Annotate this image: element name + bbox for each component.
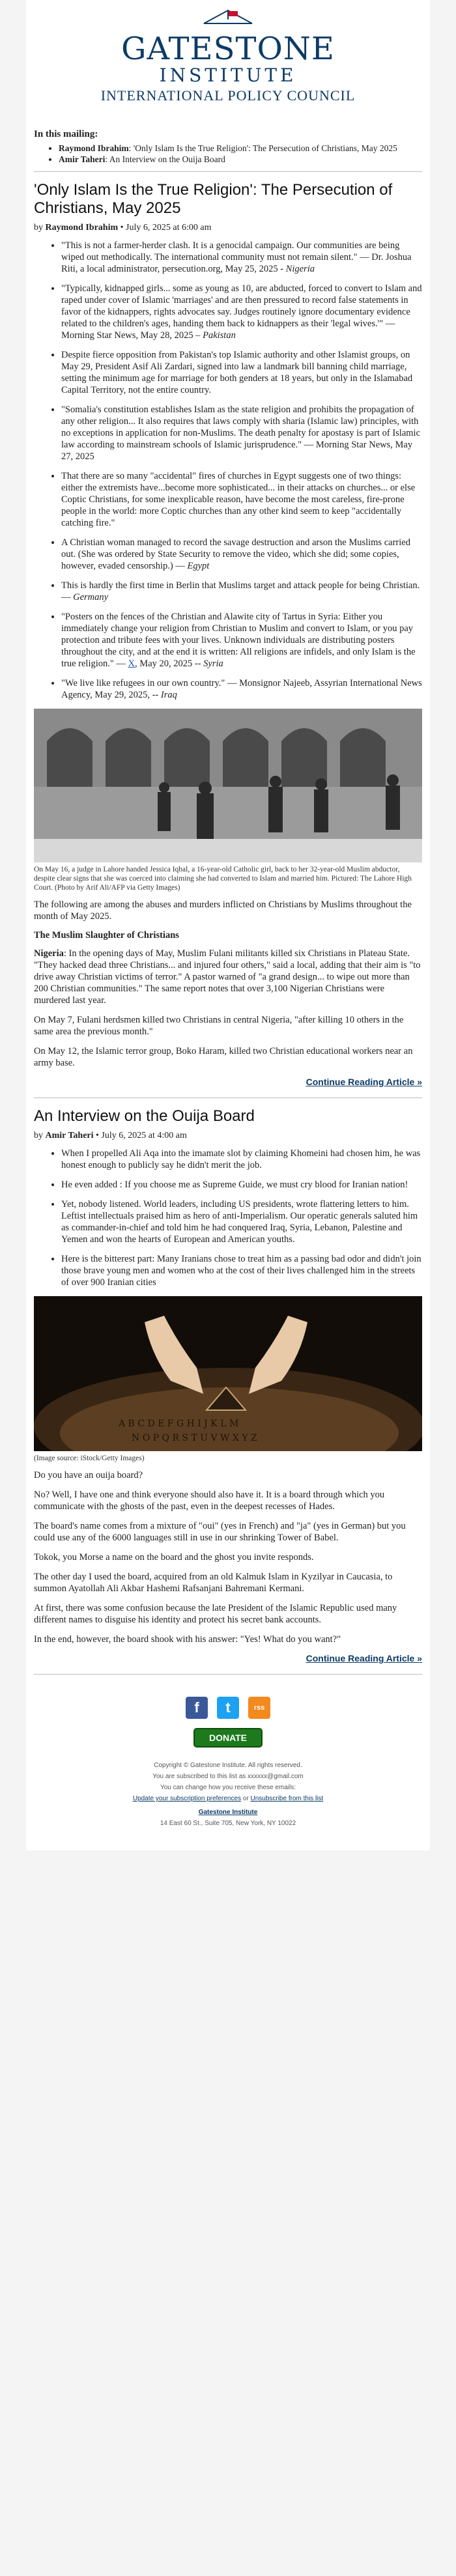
x-link[interactable]: X	[128, 658, 135, 669]
highlight-item	[61, 580, 422, 603]
subscription-links	[26, 1795, 430, 1802]
highlight-item: • When I propelled Ali Aqa into the imamate slot by claiming Khomeini had chosen him, he was honest enough to publicly say he didn't merit the job.	[61, 1148, 422, 1171]
continue-reading	[34, 1653, 422, 1665]
highlight-text: That there are so many "accidental" fires of churches in Egypt suggests one of two things: either the extremists have...become more sophisticated... in their attacks on churches... or else Coptic Christians, for some inexplicable reason, have become the most careless, fire-prone people in the world: more Coptic churches than any other kind seem to keep "accidentally catching fire."	[61, 471, 416, 528]
highlight-item	[61, 283, 422, 341]
article-paragraph: Tokok, you Morse a name on the board and the ghost you invite responds.	[34, 1552, 314, 1563]
highlight-text: "This is not a farmer-herder clash. It is a genocidal campaign. Our communities are being wiped out methodically. The international community must not remain silent." — Dr. Joshua Riti, a local administrator, persecution.org, May 25, 2025 -	[61, 240, 412, 274]
byline-author[interactable]: Amir Taheri	[45, 1131, 94, 1140]
footer	[26, 1684, 430, 1850]
article-title[interactable]: An Interview on the Ouija Board	[34, 1107, 255, 1125]
or-text: or	[241, 1795, 251, 1802]
article-paragraph: The other day I used the board, acquired from an old Kalmuk Islam in Kyzilyar in Caucasia, to summon Ayatollah Ali Akbar Hashemi Rafsanjani Bahremani Kermani.	[34, 1572, 393, 1594]
highlight-after: , May 20, 2025 --	[135, 658, 204, 669]
unsubscribe-link[interactable]: Unsubscribe from this list	[250, 1795, 324, 1802]
photo-caption: (Image source: iStock/Getty Images)	[34, 1454, 145, 1462]
highlight-item: • Yet, nobody listened. World leaders, including US presidents, wrote flattering letters to him. Leftist intellectuals praised him as hero of anti-Imperialism. Our operatic generals saluted him as commander-in-chief and told him he had conquered Iraq, Syria, Lebanon, Palestine and Yemen and won the hearts of European and American youths.	[61, 1198, 422, 1245]
paragraph-lead: Nigeria	[34, 948, 64, 959]
highlight-item	[61, 349, 422, 396]
highlight-item	[61, 470, 422, 529]
highlight-text: Despite fierce opposition from Pakistan's top Islamic authority and other Islamist groups, on May 29, President Asif Ali Zardari, signed into law a landmark bill banning child marriage, setting the minimum age for marriage for both genders at 18 years, but only in the Islamabad Capital Territory, not the entire country.	[61, 350, 413, 395]
logo-subtitle: INSTITUTE	[159, 64, 297, 86]
article-paragraph: No? Well, I have one and think everyone should also have it. It is a board through which you communicate with the ghosts of the past, even in the deepest recesses of Hades.	[34, 1490, 385, 1512]
byline-by: by	[34, 223, 43, 233]
highlight-item	[61, 611, 422, 670]
header-logo[interactable]	[26, 0, 430, 116]
mailing-item[interactable]	[59, 143, 422, 154]
mailing-title: In this mailing:	[34, 129, 98, 139]
article-highlights	[34, 240, 422, 701]
highlight-item: • He even added : If you choose me as Supreme Guide, we must cry blood for Iranian nation!	[61, 1179, 422, 1191]
paragraph-text: : In the opening days of May, Muslim Fulani militants killed six Christians in Plateau State. "They hacked dead three Christians... and injured four others," said a local, adding that their aim is "to drive away Christian victims of terror." A pastor warned of "a grand design... to wipe out more than 200 Christian communities." The same report notes that over 3,100 Nigerian Christians were murdered last year.	[34, 948, 421, 1006]
continue-reading-link[interactable]: Continue Reading Article »	[306, 1077, 422, 1087]
highlight-text: "Typically, kidnapped girls... some as young as 10, are abducted, forced to convert to Islam and raped under cover of Islamic 'marriages' and are then pressured to record false statements in favor of the kidnappers, rights advocates say. Judges routinely ignore documentary evidence related to the children's ages, handing them back to kidnappers as their 'legal wives.'" — Morning Star News, May 28, 2025 –	[61, 283, 422, 341]
highlight-text: "Somalia's constitution establishes Islam as the state religion and prohibits the propagation of any other religion... It also requires that laws comply with sharia (Islamic law) principles, with no exceptions in application for non-Muslims. The death penalty for apostasy is part of Islamic law according to mainstream schools of Islamic jurisprudence." — Morning Star News, May 27, 2025	[61, 404, 421, 462]
flag-icon	[199, 9, 257, 25]
highlight-place: Iraq	[160, 690, 177, 700]
svg-text:A B C D E F G H I J K L M: A B C D E F G H I J K L M	[119, 1419, 239, 1429]
photo-caption: On May 16, a judge in Lahore handed Jessica Iqbal, a 16-year-old Catholic girl, back to her 32-year-old Muslim abductor, despite clear signs that she was coerced into claiming she had converted to Islam and married him. Pictured: The Lahore High Court. (Photo by Arif Ali/AFP via Getty Images)	[34, 866, 412, 892]
svg-text:N O P Q R S T U V W X Y Z: N O P Q R S T U V W X Y Z	[132, 1433, 257, 1443]
social-links	[26, 1697, 430, 1719]
highlight-place: Germany	[73, 592, 109, 602]
article-paragraph: At first, there was some confusion because the late President of the Islamic Republic used many different names to disguise his identity and protect his secret bank accounts.	[34, 1603, 397, 1625]
mailing-item-text: : 'Only Islam Is the True Religion': The Persecution of Christians, May 2025	[128, 143, 397, 153]
article-paragraph: On May 12, the Islamic terror group, Boko Haram, killed two Christian educational workers near an army base.	[34, 1046, 413, 1068]
content	[26, 116, 430, 1675]
update-preferences-link[interactable]: Update your subscription preferences	[132, 1795, 242, 1802]
highlight-item	[61, 537, 422, 572]
facebook-icon[interactable]: f	[186, 1697, 208, 1719]
highlight-place: Nigeria	[285, 264, 315, 274]
continue-reading	[34, 1077, 422, 1088]
mailing-item[interactable]	[59, 154, 422, 165]
rss-icon[interactable]: rss	[248, 1697, 270, 1719]
donate-button[interactable]: DONATE	[193, 1728, 263, 1748]
ouija-board-photo[interactable]	[34, 1296, 422, 1451]
section-subhead: The Muslim Slaughter of Christians	[34, 930, 179, 941]
logo-tagline: INTERNATIONAL POLICY COUNCIL	[100, 87, 356, 104]
article-intro: The following are among the abuses and murders inflicted on Christians by Muslims throughout the month of May 2025.	[34, 899, 412, 922]
highlight-text: "We live like refugees in our own country." — Monsignor Najeeb, Assyrian International News Agency, May 29, 2025, --	[61, 678, 422, 700]
highlight-item	[61, 240, 422, 275]
divider	[34, 171, 422, 172]
divider	[34, 1674, 422, 1675]
org-name	[26, 1809, 430, 1816]
mailing-list	[34, 143, 422, 165]
byline-author[interactable]: Raymond Ibrahim	[45, 223, 119, 233]
article-byline	[34, 223, 422, 233]
org-link[interactable]: Gatestone Institute	[198, 1809, 258, 1816]
byline-date: • July 6, 2025 at 4:00 am	[96, 1131, 187, 1140]
highlight-place: Egypt	[187, 561, 210, 571]
mailing-item-author: Raymond Ibrahim	[59, 143, 129, 153]
article-highlights	[34, 1148, 422, 1288]
subscription-info: You are subscribed to this list as xxxxxx@gmail.com	[152, 1773, 304, 1780]
highlight-item	[61, 404, 422, 462]
article-paragraph: In the end, however, the board shook with his answer: "Yes! What do you want?"	[34, 1634, 341, 1645]
lahore-court-photo[interactable]	[34, 709, 422, 862]
byline-by: by	[34, 1131, 43, 1140]
article-paragraph	[34, 948, 422, 1006]
change-info: You can change how you receive these emails:	[160, 1784, 296, 1791]
article-paragraph: The board's name comes from a mixture of "oui" (yes in French) and "ja" (yes in German) but you could use any of the 6000 languages still in use in our shrinking Tower of Babel.	[34, 1521, 406, 1543]
copyright: Copyright © Gatestone Institute. All rights reserved.	[154, 1762, 302, 1769]
mailing-item-text: : An Interview on the Ouija Board	[105, 154, 225, 164]
highlight-place: Pakistan	[203, 330, 236, 341]
highlight-text: A Christian woman managed to record the savage destruction and arson the Muslims carried out. (She was ordered by State Security to remove the video, which she did; some copies, however, evaded censorship.) —	[61, 537, 410, 571]
org-address: 14 East 60 St., Suite 705, New York, NY 10022	[160, 1820, 296, 1827]
highlight-item: • Here is the bitterest part: Many Iranians chose to treat him as a passing bad odor and didn't join those brave young men and women who at the cost of their lives challenged him in the streets of over 900 Iranian cities	[61, 1253, 422, 1288]
twitter-icon[interactable]: t	[217, 1697, 239, 1719]
mailing-item-author: Amir Taheri	[59, 154, 106, 164]
article-paragraph: Do you have an ouija board?	[34, 1470, 143, 1480]
newsletter-card	[26, 0, 430, 1850]
byline-date: • July 6, 2025 at 6:00 am	[120, 223, 212, 233]
highlight-item	[61, 677, 422, 701]
logo-name: GATESTONE	[121, 31, 335, 67]
highlight-text: This is hardly the first time in Berlin that Muslims target and attack people for being Christian. —	[61, 580, 420, 602]
continue-reading-link[interactable]: Continue Reading Article »	[306, 1653, 422, 1663]
article-byline	[34, 1131, 422, 1141]
highlight-text: "Posters on the fences of the Christian and Alawite city of Tartus in Syria: Either you immediately change your religion from Christian to Muslim and convert to Islam, or you pay protection and tribute fees with your lives. Unknown individuals are distributing posters throughout the city, and at the end it is written: All religions are infidels, and only Islam is the true religion." —	[61, 612, 416, 669]
divider	[34, 1097, 422, 1098]
article-paragraph: On May 7, Fulani herdsmen killed two Christians in central Nigeria, "after killing 10 others in the same area the previous month."	[34, 1015, 404, 1037]
highlight-place: Syria	[203, 658, 223, 669]
article-title[interactable]: 'Only Islam Is the True Religion': The Persecution of Christians, May 2025	[34, 181, 393, 217]
